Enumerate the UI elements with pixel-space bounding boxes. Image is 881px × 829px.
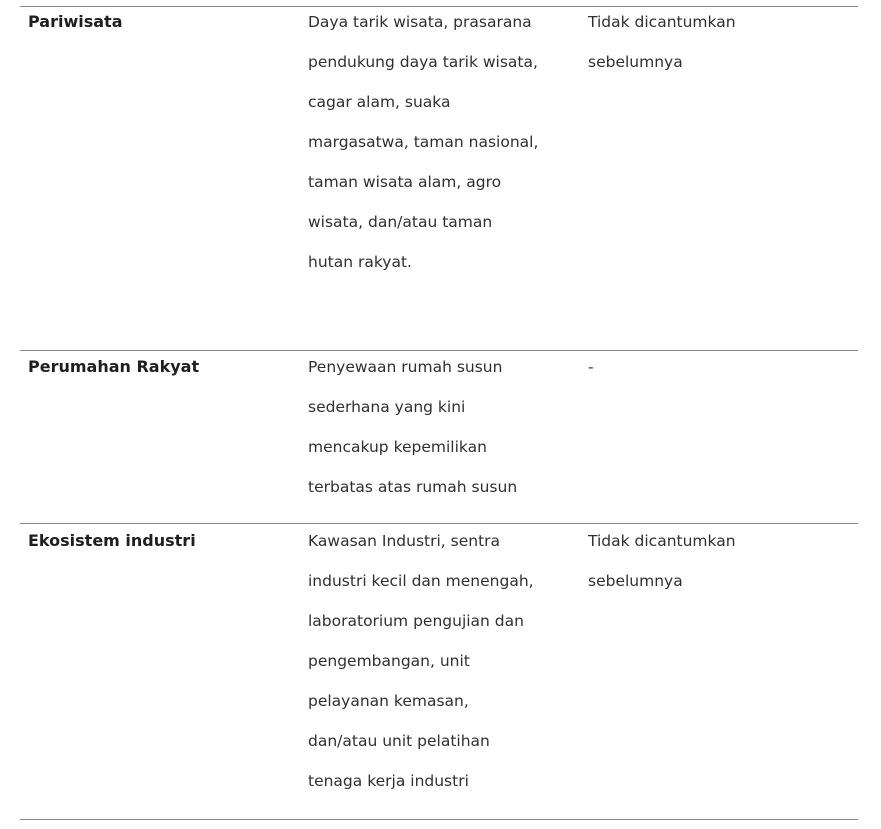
- description-line: Penyewaan rumah susun: [308, 358, 503, 376]
- note-line: Tidak dicantumkan: [588, 13, 736, 31]
- sector-name: Perumahan Rakyat: [28, 357, 200, 376]
- description-line: pengembangan, unit: [308, 652, 470, 670]
- sector-description: [308, 12, 578, 282]
- sector-note: [588, 531, 848, 601]
- description-line: pelayanan kemasan,: [308, 692, 469, 710]
- sector-note: [588, 12, 848, 82]
- description-line: industri kecil dan menengah,: [308, 572, 534, 590]
- description-line: taman wisata alam, agro: [308, 173, 502, 191]
- description-line: Kawasan Industri, sentra: [308, 532, 501, 550]
- description-line: tenaga kerja industri: [308, 772, 469, 790]
- description-line: mencakup kepemilikan: [308, 438, 487, 456]
- sector-name: Ekosistem industri: [28, 531, 196, 550]
- note-line: sebelumnya: [588, 572, 683, 590]
- note-line: -: [588, 358, 594, 376]
- table-bottom-rule: [20, 819, 858, 820]
- sector-name: Pariwisata: [28, 12, 123, 31]
- note-line: Tidak dicantumkan: [588, 532, 736, 550]
- description-line: sederhana yang kini: [308, 398, 466, 416]
- description-line: wisata, dan/atau taman: [308, 213, 493, 231]
- description-line: margasatwa, taman nasional,: [308, 133, 539, 151]
- description-line: laboratorium pengujian dan: [308, 612, 524, 630]
- description-line: terbatas atas rumah susun: [308, 478, 518, 496]
- description-line: cagar alam, suaka: [308, 93, 451, 111]
- description-line: Daya tarik wisata, prasarana: [308, 13, 532, 31]
- sector-description: [308, 531, 578, 801]
- description-line: dan/atau unit pelatihan: [308, 732, 490, 750]
- description-line: pendukung daya tarik wisata,: [308, 53, 538, 71]
- note-line: sebelumnya: [588, 53, 683, 71]
- sector-description: [308, 357, 578, 507]
- sector-note: [588, 357, 848, 387]
- description-line: hutan rakyat.: [308, 253, 412, 271]
